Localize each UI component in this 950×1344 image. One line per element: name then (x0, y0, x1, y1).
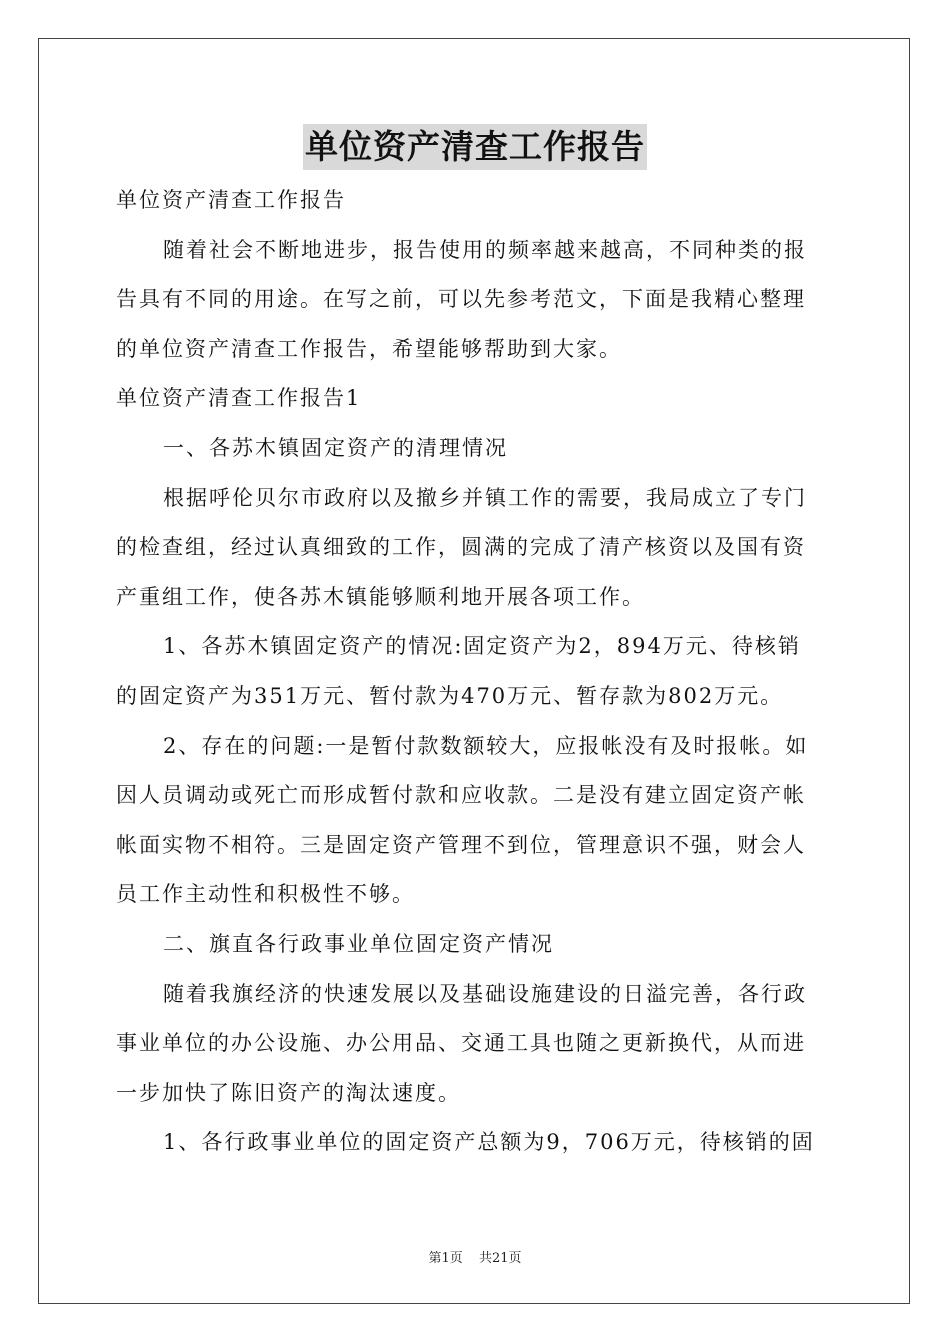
subsection-heading: 一、各苏木镇固定资产的清理情况 (163, 435, 508, 460)
paragraph-line: 1、各行政事业单位的固定资产总额为9，706万元，待核销的固 (163, 1130, 815, 1155)
paragraph-line: 2、存在的问题:一是暂付款数额较大，应报帐没有及时报帐。如 (163, 733, 809, 758)
title-container (0, 124, 950, 170)
paragraph-line: 1、各苏木镇固定资产的情况:固定资产为2，894万元、待核销 (163, 634, 801, 659)
paragraph-line: 的固定资产为351万元、暂付款为470万元、暂存款为802万元。 (116, 683, 784, 708)
page-footer (0, 1247, 950, 1266)
paragraph-line: 帐面实物不相符。三是固定资产管理不到位，管理意识不强，财会人 (116, 832, 806, 857)
paragraph-line: 告具有不同的用途。在写之前，可以先参考范文，下面是我精心整理 (116, 287, 806, 312)
paragraph-line: 产重组工作，使各苏木镇能够顺利地开展各项工作。 (116, 584, 645, 609)
paragraph-line: 随着社会不断地进步，报告使用的频率越来越高，不同种类的报 (163, 237, 807, 262)
section-heading: 单位资产清查工作报告1 (116, 386, 362, 411)
paragraph-line: 的检查组，经过认真细致的工作，圆满的完成了清产核资以及国有资 (116, 535, 806, 560)
paragraph-line: 因人员调动或死亡而形成暂付款和应收款。二是没有建立固定资产帐 (116, 783, 806, 808)
paragraph-line: 员工作主动性和积极性不够。 (116, 882, 415, 907)
paragraph-line: 一步加快了陈旧资产的淘汰速度。 (116, 1080, 461, 1105)
paragraph-line: 事业单位的办公设施、办公用品、交通工具也随之更新换代，从而进 (116, 1031, 806, 1056)
paragraph-line: 根据呼伦贝尔市政府以及撤乡并镇工作的需要，我局成立了专门 (163, 485, 807, 510)
document-body (116, 176, 834, 1168)
page-number: 第1页 (428, 1251, 463, 1266)
subtitle-line: 单位资产清查工作报告 (116, 188, 346, 212)
page-total: 共21页 (478, 1251, 522, 1266)
document-title: 单位资产清查工作报告 (303, 124, 647, 170)
subsection-heading: 二、旗直各行政事业单位固定资产情况 (163, 931, 554, 956)
paragraph-line: 的单位资产清查工作报告，希望能够帮助到大家。 (116, 336, 622, 361)
paragraph-line: 随着我旗经济的快速发展以及基础设施建设的日溢完善，各行政 (163, 981, 807, 1006)
